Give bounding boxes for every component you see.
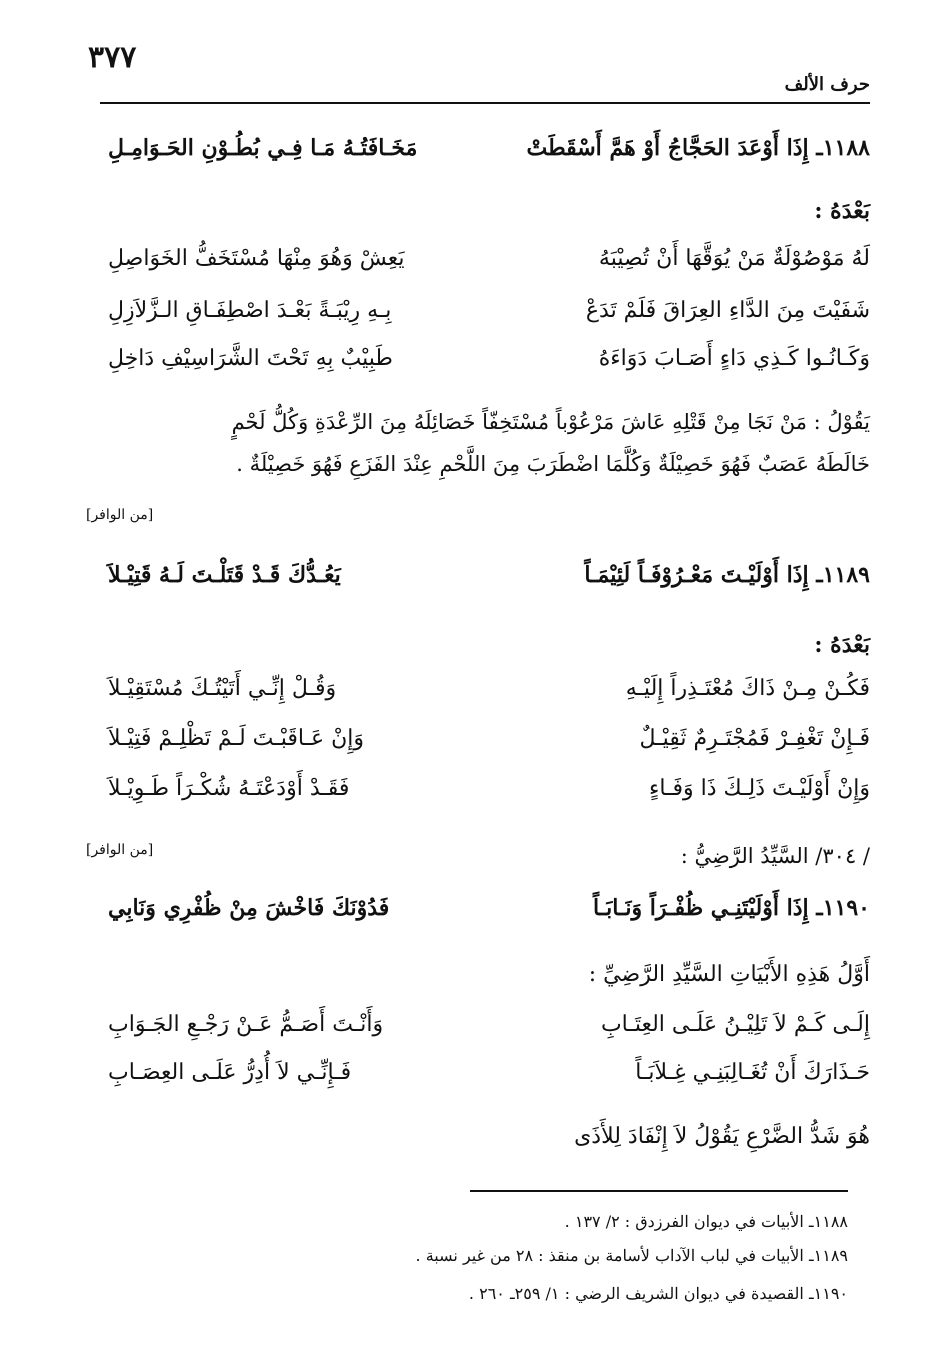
- footnote-rule: [470, 1190, 848, 1192]
- hemistich-1: فَـإِنْ تَغْفِـرْ فَمُجْتَـرِمٌ ثَقِيْـلٌ: [639, 726, 870, 751]
- continuation-verse: [88, 1060, 870, 1100]
- meter-label: [من الوافر]: [86, 842, 154, 858]
- continuation-verse: [88, 1124, 870, 1164]
- hemistich-2: مَخَـافَتُـهُ مَـا فِـي بُطُـوْنِ الحَـوَامِـلِ: [108, 135, 418, 161]
- after-label: أَوَّلُ هَذِهِ الأَبْيَاتِ السَّيِّدِ الرَّضِيِّ :: [588, 962, 870, 987]
- continuation-verse: [88, 1012, 870, 1052]
- hemistich-2: بِـهِ رِيْبَـةً بَعْـدَ اصْطِفَـاقِ الـزَّلاَزِلِ: [108, 298, 392, 323]
- hemistich-1: ١١٨٩ـ إِذَا أَوْلَيْـتَ مَعْـرُوْفَـاً لَئِيْمَـاً: [584, 562, 870, 588]
- hemistich-2: وَقُـلْ إِنِّـي أَتَيْتُـكَ مُسْتَقِيْـلاَ: [108, 676, 337, 701]
- footnote: ١١٩٠ـ القصيدة في ديوان الشريف الرضي : ١/ ٢٥٩ـ ٢٦٠ .: [468, 1284, 848, 1303]
- hemistich-1: فَكُـنْ مِـنْ ذَاكَ مُعْتَـذِراً إِلَيْـهِ: [625, 676, 870, 701]
- footnote: ١١٨٩ـ الأبيات في لباب الآداب لأسامة بن منقذ : ٢٨ من غير نسبة .: [415, 1246, 848, 1265]
- hemistich-2: فَقَـدْ أَوْدَعْتَـهُ شُكْـرَاً طَـوِيْـلاَ: [108, 776, 350, 801]
- continuation-verse: [88, 346, 870, 386]
- verse-1188: [88, 135, 870, 175]
- poet-section-heading: / ٣٠٤/ السَّيِّدُ الرَّضِيُّ :: [680, 844, 870, 868]
- verse-1190: [88, 895, 870, 935]
- continuation-verse: [88, 776, 870, 816]
- continuation-verse: [88, 676, 870, 716]
- commentary-line: خَالَطَهُ عَصَبٌ فَهُوَ خَصِيْلَةٌ وَكُلَّمَا اضْطَرَبَ مِنَ اللَّحْمِ عِنْدَ الفَزَعِ فَهُوَ خَصِيْلَةٌ .: [236, 452, 870, 476]
- hemistich-1: ١١٩٠ـ إِذَا أَوْلَيْتَنِـي ظُفْـرَاً وَنَـابَـاً: [592, 895, 870, 921]
- page-number: ٣٧٧: [88, 40, 137, 75]
- after-label: بَعْدَهُ :: [814, 198, 870, 224]
- continuation-verse: [88, 298, 870, 338]
- continuation-verse: [88, 246, 870, 286]
- hemistich-2: وَإِنْ عَـاقَبْـتَ لَـمْ تَظْلِـمْ فَتِيْـلاَ: [108, 726, 365, 751]
- header-rule: [100, 102, 870, 104]
- footnote: ١١٨٨ـ الأبيات في ديوان الفرزدق : ٢/ ١٣٧ .: [564, 1212, 848, 1231]
- hemistich-1: لَهُ مَوْصُوْلَةٌ مَنْ يُوَقَّهَا أَنْ تُصِيْبَهُ: [598, 246, 870, 271]
- after-label: بَعْدَهُ :: [814, 632, 870, 658]
- hemistich-2: طَبِيْبٌ بِهِ تَحْتَ الشَّرَاسِيْفِ دَاخِلِ: [108, 346, 393, 371]
- hemistich-2: يَعِشْ وَهُوَ مِنْهَا مُسْتَخَفُّ الخَوَاصِلِ: [108, 246, 405, 271]
- hemistich-1: وَكَـانُـوا كَـذِي دَاءٍ أَصَـابَ دَوَاءَهُ: [598, 346, 870, 371]
- hemistich-2: يَعُـدُّكَ قَـدْ قَتَلْـتَ لَـهُ قَتِيْـلاَ: [108, 562, 341, 588]
- hemistich-1: إِلَـى كَـمْ لاَ تَلِيْـنُ عَلَـى العِتَـابِ: [600, 1012, 870, 1037]
- hemistich-1: حَـذَارَكَ أَنْ تُغَـالِبَنِـي غِـلاَبَـاً: [635, 1060, 870, 1085]
- meter-label: [من الوافر]: [86, 507, 154, 523]
- hemistich-1: هُوَ شَدُّ الضَّرْعِ يَقُوْلُ لاَ إِنْفَادَ لِلأَذَى: [574, 1124, 870, 1149]
- running-head: حرف الألف: [784, 74, 870, 95]
- hemistich-2: وَأَنْـتَ أَصَـمُّ عَـنْ رَجْـعِ الجَـوَابِ: [108, 1012, 384, 1037]
- hemistich-1: وَإِنْ أَوْلَيْـتَ ذَلِـكَ ذَا وَفَـاءٍ: [648, 776, 870, 801]
- hemistich-1: ١١٨٨ـ إِذَا أَوْعَدَ الحَجَّاجُ أَوْ هَمَّ أَسْقَطَتْ: [526, 135, 870, 161]
- continuation-verse: [88, 726, 870, 766]
- hemistich-1: شَفَيْتَ مِنَ الدَّاءِ العِرَاقَ فَلَمْ تَدَعْ: [585, 298, 870, 323]
- verse-1189: [88, 562, 870, 602]
- hemistich-2: فَدُوْنَكَ فَاخْشَ مِنْ ظُفْرِي وَنَابِي: [108, 895, 390, 921]
- hemistich-2: فَـإِنِّـي لاَ أُدِرُّ عَلَـى العِصَـابِ: [108, 1060, 352, 1085]
- commentary-line: يَقُوْلُ : مَنْ نَجَا مِنْ قَتْلِهِ عَاشَ مَرْعُوْباً مُسْتَخِفّاً خَصَائِلَهُ مِنَ الرِّعْدَةِ وَكُلُّ لَحْمٍ: [231, 410, 870, 434]
